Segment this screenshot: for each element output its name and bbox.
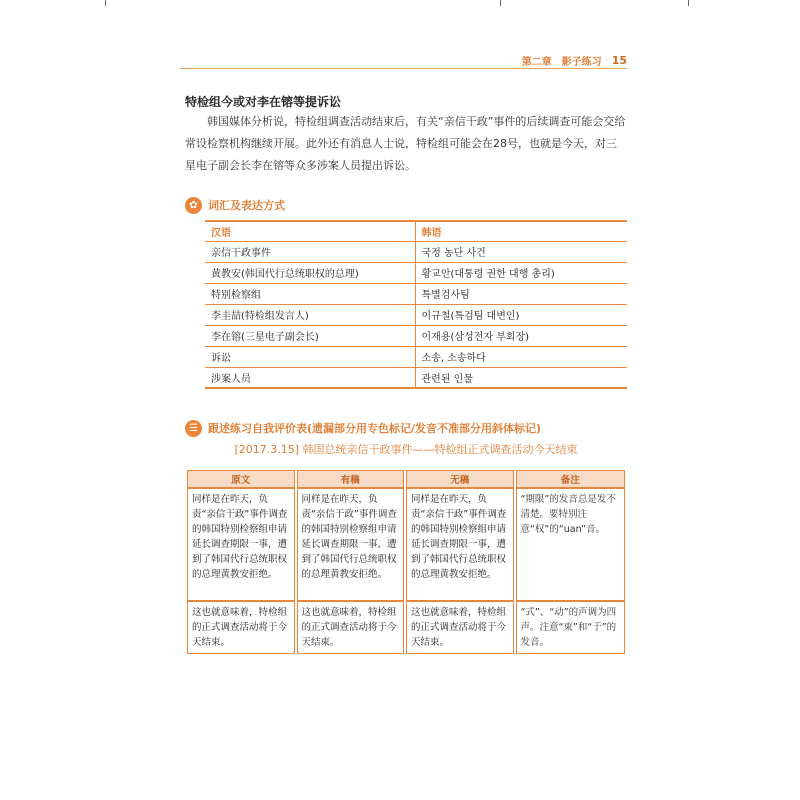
vocab-col-korean: 韩语 <box>415 221 627 241</box>
eval-cell-original: 这也就意味着，特检组的正式调查活动将于今天结束。 <box>187 600 295 654</box>
eval-cell-notes: “期限”的发音总是发不清楚。要特别注意“权”的“uan”音。 <box>516 488 626 600</box>
page-number: 15 <box>611 53 627 67</box>
scan-mark-right <box>688 0 689 6</box>
table-row <box>205 367 627 388</box>
vocab-table <box>205 220 627 389</box>
table-row <box>205 346 627 367</box>
vocab-cell-korean: 관련된 인물 <box>415 367 627 388</box>
article-title: 特检组今或对李在镕等提诉讼 <box>185 95 342 109</box>
vocab-cell-korean: 황교안(대통령 권한 대행 총리) <box>415 262 627 283</box>
running-header <box>515 50 627 70</box>
article-paragraph <box>185 111 627 177</box>
vocab-cell-korean: 이재용(삼성전자 부회장) <box>415 325 627 346</box>
table-row <box>205 241 627 262</box>
eval-caption: [2017.3.15] 韩国总统亲信干政事件——特检组正式调查活动今天结束 <box>234 443 578 456</box>
vocab-heading-text: 词汇及表达方式 <box>208 199 285 212</box>
eval-cell-with-script: 这也就意味着，特检组的正式调查活动将于今天结束。 <box>297 600 405 654</box>
eval-heading <box>185 418 541 438</box>
vocab-cell-chinese: 涉案人员 <box>205 367 415 388</box>
vocab-cell-chinese: 亲信干政事件 <box>205 241 415 262</box>
eval-col-original: 原文 <box>187 470 295 488</box>
table-row <box>205 262 627 283</box>
vocab-cell-korean: 특별검사팀 <box>415 283 627 304</box>
table-row <box>205 325 627 346</box>
header-rule <box>180 68 627 69</box>
eval-cell-without-script: 这也就意味着，特检组的正式调查活动将于今天结束。 <box>406 600 514 654</box>
chapter-label: 第二章 影子练习 <box>521 56 602 68</box>
table-row <box>187 600 625 654</box>
eval-cell-original: 同样是在昨天，负责“亲信干政”事件调查的韩国特别检察组申请延长调查期限一事，遭到了韩国代行总统职权的总理黄教安拒绝。 <box>187 488 295 600</box>
eval-col-with-script: 有稿 <box>297 470 405 488</box>
vocab-cell-chinese: 黄教安(韩国代行总统职权的总理) <box>205 262 415 283</box>
table-row <box>205 304 627 325</box>
eval-col-notes: 备注 <box>516 470 626 488</box>
vocab-cell-chinese: 诉讼 <box>205 346 415 367</box>
eval-cell-without-script: 同样是在昨天，负责“亲信干政”事件调查的韩国特别检察组申请延长调查期限一事，遭到了韩国代行总统职权的总理黄教安拒绝。 <box>406 488 514 600</box>
article-text: 韩国媒体分析说，特检组调查活动结束后，有关“亲信干政”事件的后续调查可能会交给常设检察机构继续开展。此外还有消息人士说，特检组可能会在28号，也就是今天，对三星电子副会长李在镕等众多涉案人员提出诉讼。 <box>185 115 626 172</box>
flower-icon: ✿ <box>185 197 202 214</box>
vocab-col-chinese: 汉语 <box>205 221 415 241</box>
self-eval-table <box>185 470 627 654</box>
vocab-cell-chinese: 李在镕(三星电子副会长) <box>205 325 415 346</box>
table-row <box>187 488 625 600</box>
vocab-cell-chinese: 特别检察组 <box>205 283 415 304</box>
eval-col-without-script: 无稿 <box>406 470 514 488</box>
vocab-cell-korean: 이규철(특검팀 대변인) <box>415 304 627 325</box>
vocab-cell-chinese: 李圭喆(特检组发言人) <box>205 304 415 325</box>
vocab-cell-korean: 국정 농단 사건 <box>415 241 627 262</box>
eval-heading-text: 跟述练习自我评价表(遗漏部分用专色标记/发音不准部分用斜体标记) <box>208 422 542 435</box>
scan-mark-left <box>105 0 106 6</box>
list-icon: ☰ <box>185 420 202 437</box>
vocab-heading <box>185 195 285 215</box>
scan-mark-mid <box>500 0 501 6</box>
table-row <box>205 283 627 304</box>
vocab-cell-korean: 소송, 소송하다 <box>415 346 627 367</box>
eval-cell-with-script: 同样是在昨天，负责“亲信干政”事件调查的韩国特别检察组申请延长调查期限一事，遭到了韩国代行总统职权的总理黄教安拒绝。 <box>297 488 405 600</box>
eval-cell-notes: “式”、“动”的声调为四声。注意“束”和“于”的发音。 <box>516 600 626 654</box>
